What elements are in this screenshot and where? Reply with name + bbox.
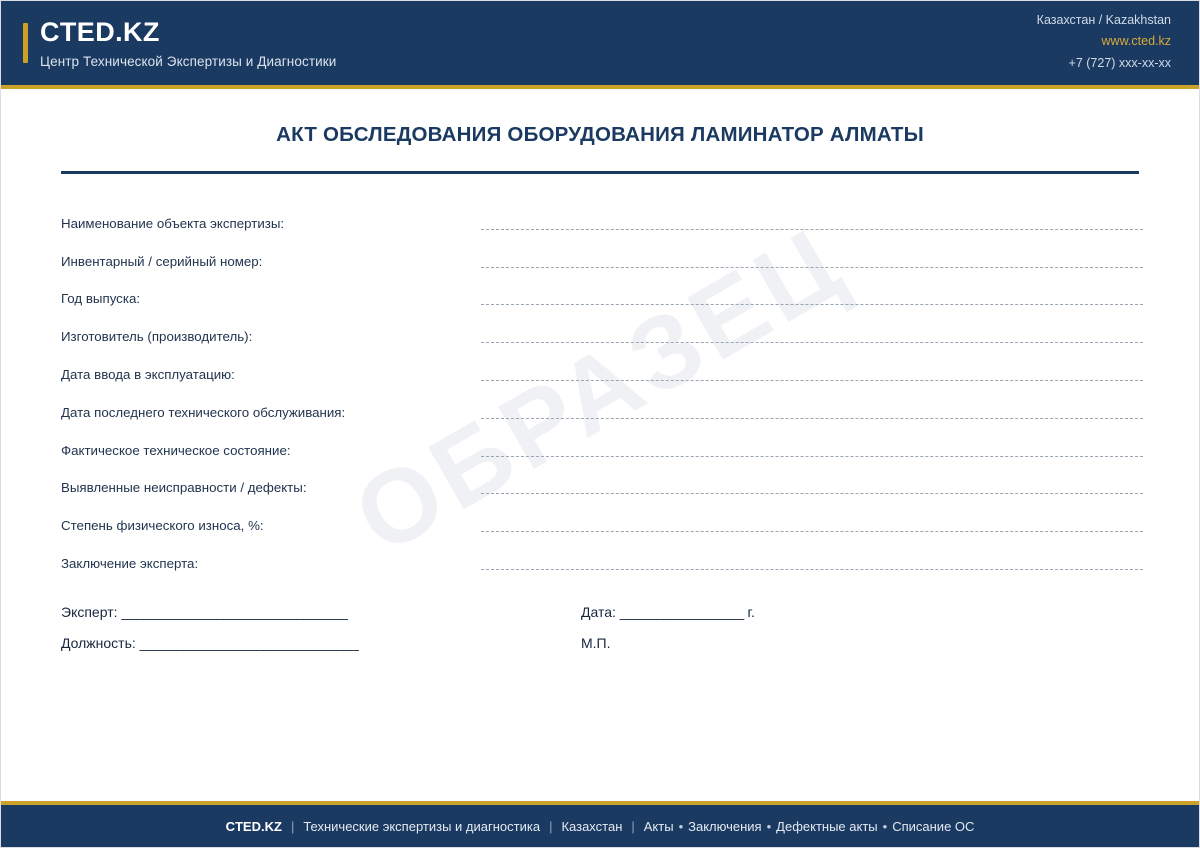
brand-title: CTED.KZ: [40, 17, 160, 48]
expert-label: Эксперт:: [61, 603, 118, 620]
page-header: [1, 1, 1199, 89]
footer-doctype-4: Списание ОС: [892, 818, 975, 834]
field-label: Дата ввода в эксплуатацию:: [61, 366, 235, 382]
position-label: Должность:: [61, 634, 136, 651]
form-row: [61, 272, 1143, 310]
contact-website[interactable]: www.cted.kz: [1101, 34, 1171, 49]
form-row: [61, 423, 1143, 461]
field-input-line[interactable]: [481, 568, 1143, 570]
signature-block: [61, 604, 1143, 651]
signature-row-expert: [61, 604, 1143, 620]
contact-country: Казахстан / Kazakhstan: [1036, 12, 1171, 27]
form-row: [61, 196, 1143, 234]
footer-separator: |: [631, 818, 635, 834]
field-label: Год выпуска:: [61, 291, 141, 307]
header-contacts: [1037, 10, 1171, 77]
form-row: [61, 536, 1143, 574]
footer-separator: |: [549, 818, 553, 834]
stamp-placeholder: М.П.: [581, 634, 611, 651]
field-input-line[interactable]: [481, 341, 1143, 343]
footer-doctype-1: Акты: [643, 818, 674, 834]
position-line[interactable]: ______________________________: [139, 634, 359, 651]
field-label: Степень физического износа, %:: [61, 518, 264, 534]
field-input-line[interactable]: [481, 379, 1143, 381]
field-input-line[interactable]: [481, 303, 1143, 305]
page-footer: [1, 801, 1199, 847]
footer-separator: |: [290, 818, 295, 834]
field-label: Наименование объекта экспертизы:: [61, 215, 285, 231]
field-input-line[interactable]: [481, 455, 1143, 457]
footer-services: Технические экспертизы и диагностика: [303, 818, 541, 834]
date-line[interactable]: _________________: [619, 603, 744, 620]
footer-dot: •: [766, 818, 772, 834]
form-row: [61, 347, 1143, 385]
field-input-line[interactable]: [481, 492, 1143, 494]
field-input-line[interactable]: [481, 228, 1143, 230]
form-row: [61, 498, 1143, 536]
footer-brand: CTED.KZ: [225, 818, 282, 834]
date-label: Дата:: [581, 603, 616, 620]
field-label: Изготовитель (производитель):: [61, 329, 253, 345]
field-label: Выявленные неисправности / дефекты:: [61, 480, 307, 496]
field-label: Инвентарный / серийный номер:: [61, 253, 263, 269]
brand: [23, 17, 336, 68]
form-row: [61, 234, 1143, 272]
brand-accent-bar: [23, 23, 28, 62]
signature-row-position: [61, 635, 1143, 651]
footer-doctype-3: Дефектные акты: [776, 818, 878, 834]
field-input-line[interactable]: [481, 266, 1143, 268]
brand-text: [40, 17, 336, 68]
form-row: [61, 461, 1143, 499]
date-suffix: г.: [747, 603, 755, 620]
footer-region: Казахстан: [561, 818, 623, 834]
expert-field: [61, 604, 581, 620]
title-divider: [61, 171, 1139, 174]
contact-phone: +7 (727) xxx-xx-xx: [1068, 55, 1171, 70]
field-input-line[interactable]: [481, 530, 1143, 532]
brand-subtitle: Центр Технической Экспертизы и Диагностики: [40, 53, 337, 69]
position-field: [61, 635, 581, 651]
page-title: АКТ ОБСЛЕДОВАНИЯ ОБОРУДОВАНИЯ ЛАМИНАТОР АЛМАТЫ: [276, 123, 924, 146]
field-label: Заключение эксперта:: [61, 555, 199, 571]
field-label: Дата последнего технического обслуживания:: [61, 404, 346, 420]
watermark-text: ОБРАЗЕЦ: [336, 203, 866, 576]
field-input-line[interactable]: [481, 417, 1143, 419]
form-row: [61, 309, 1143, 347]
footer-doctype-2: Заключения: [688, 818, 762, 834]
field-label: Фактическое техническое состояние:: [61, 442, 291, 458]
form-row: [61, 385, 1143, 423]
expert-signature-line[interactable]: _______________________________: [121, 603, 348, 620]
footer-dot: •: [678, 818, 684, 834]
date-field: [581, 604, 755, 620]
form-fields: [61, 196, 1143, 574]
footer-dot: •: [882, 818, 888, 834]
